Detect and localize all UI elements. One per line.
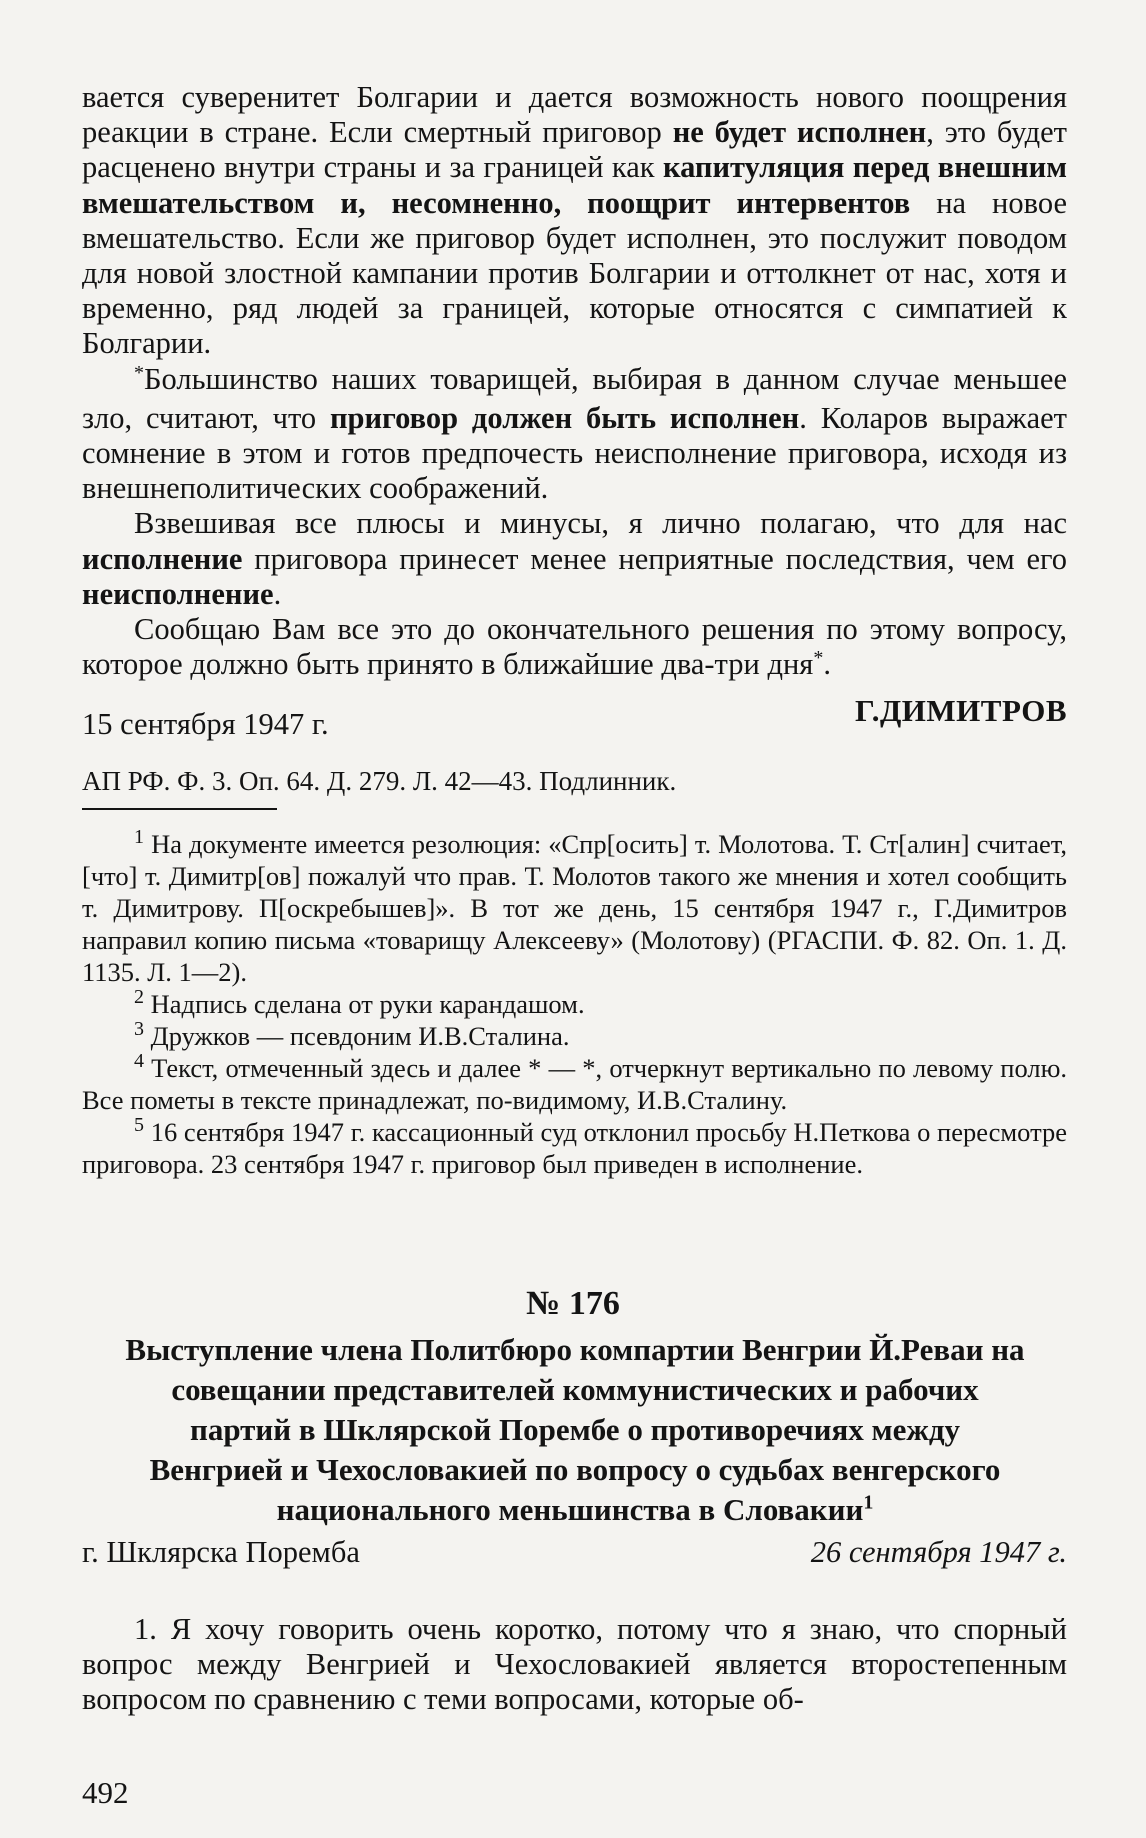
document-date: 26 сентября 1947 г. [810, 1535, 1067, 1569]
speech-body [82, 1612, 1067, 1718]
document-place: г. Шклярска Поремба [82, 1535, 360, 1569]
margin-mark: * [134, 361, 144, 384]
paragraph: Сообщаю Вам все это до окончательного решения по этому вопросу, которое должно быть принято в ближайшие два-три дня*. [82, 612, 1067, 682]
footnote: $^4$ Текст, отмеченный здесь и далее * — *, отчеркнут вертикально по левому полю. Все пометы в тексте принадлежат, по-видимому, И.В.Сталину. [82, 1050, 1067, 1115]
footnote-divider [82, 808, 277, 810]
paragraph: вается суверенитет Болгарии и дается возможность нового поощрения реакции в стране. Если смертный приговор не будет исполнен, это будет расценено внутри страны и за границей как капитуляция перед внешним вмешательством и, несомненно, поощрит интервентов на новое вмешательство. Если же приговор будет исполнен, это послужит поводом для новой злостной кампании против Болгарии и оттолкнет от нас, хотя и временно, ряд людей за границей, которые относятся с симпатией к Болгарии. [82, 80, 1067, 361]
margin-mark: * [813, 647, 824, 670]
document-number: № 176 [526, 1285, 620, 1322]
archive-reference: АП РФ. Ф. 3. Оп. 64. Д. 279. Л. 42—43. Подлинник. [82, 766, 677, 796]
footnote: $^5$ 16 сентября 1947 г. кассационный суд отклонил просьбу Н.Петкова о пересмотре приговора. 23 сентября 1947 г. приговор был приведен в исполнение. [82, 1114, 1067, 1179]
document-title: Выступление члена Политбюро компартии Венгрии Й.Реваи на совещании представителей коммунистических и рабочих партий в Шклярской Порембе о противоречиях между Венгрией и Чехословакией по вопросу о судьбах венгерского национального меньшинства в Словакии$^1$ [125, 1332, 1025, 1527]
footnote: $^3$ Дружков — псевдоним И.В.Сталина. [134, 1018, 570, 1051]
signature-block [82, 693, 1067, 773]
paragraph: 1. Я хочу говорить очень коротко, потому что я знаю, что спорный вопрос между Венгрией и Чехословакией является второстепенным вопросом по сравнению с теми вопросами, которые об- [82, 1612, 1067, 1717]
letter-date: 15 сентября 1947 г. [82, 707, 329, 741]
place-date-line [82, 1535, 1067, 1575]
page-number: 492 [82, 1775, 129, 1810]
footnotes [82, 828, 1067, 1180]
footnote: $^1$ На документе имеется резолюция: «Спр[осить] т. Молотова. Т. Ст[алин] считает, [что] т. Димитр[ов] пожалуй что прав. Т. Молотов такого же мнения и хотел сообщить т. Димитрову. П[оскребышев]». В тот же день, 15 сентября 1947 г., Г.Димитров направил копию письма «товарищу Алексееву» (Молотову) (РГАСПИ. Ф. 82. Оп. 1. Д. 1135. Л. 1—2). [82, 826, 1067, 987]
paragraph: Взвешивая все плюсы и минусы, я лично полагаю, что для нас исполнение приговора принесет менее неприятные последствия, чем его неисполнение. [82, 506, 1067, 611]
footnote: $^2$ Надпись сделана от руки карандашом. [134, 986, 585, 1019]
paragraph: *Большинство наших товарищей, выбирая в данном случае меньшее зло, считают, что приговор должен быть исполнен. Коларов выражает сомнение в этом и готов предпочесть неисполнение приговора, исходя из внешнеполитических соображений. [82, 361, 1067, 506]
signature: Г.ДИМИТРОВ [854, 693, 1067, 728]
letter-body [82, 80, 1067, 686]
